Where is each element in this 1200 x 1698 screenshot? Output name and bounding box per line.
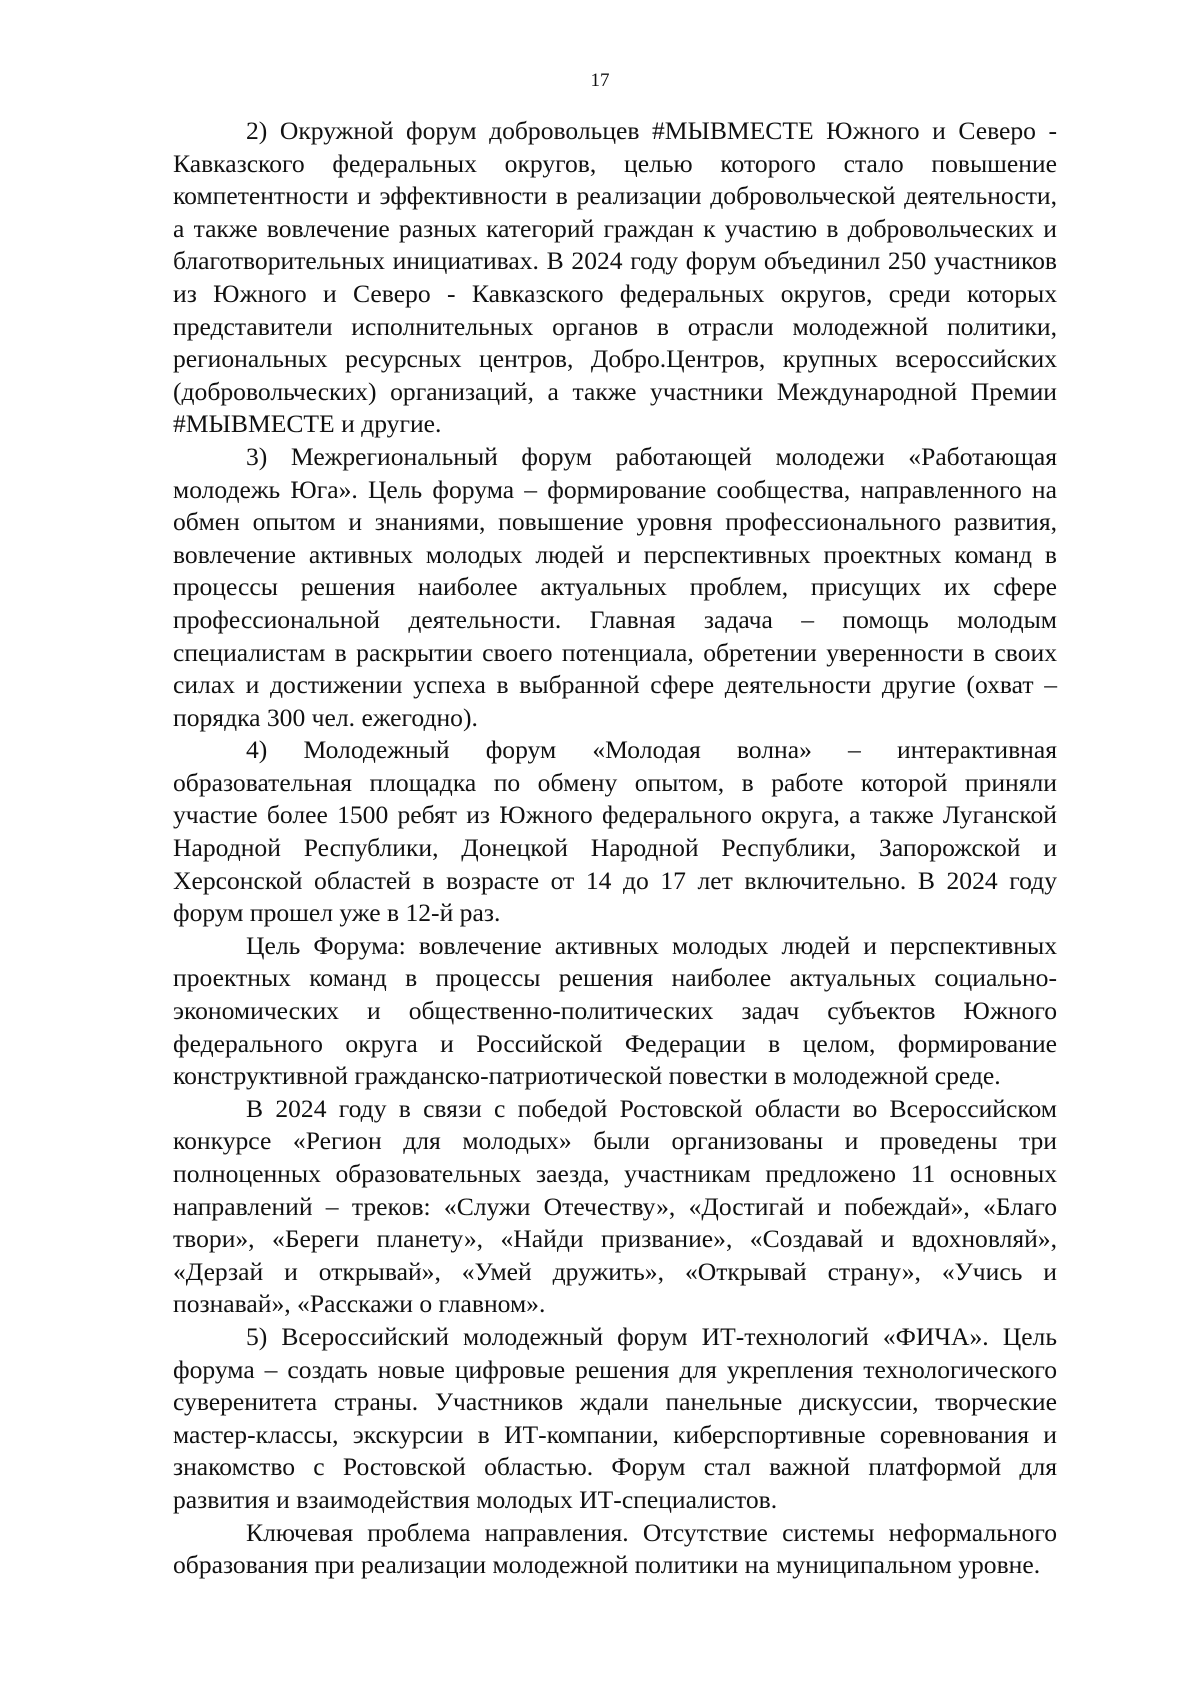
paragraph-forum-goal: Цель Форума: вовлечение активных молодых людей и перспективных проектных команд в процессы решения наиболее актуальных социально-экономических и общественно-политических задач субъектов Южного федерального округа и Российской Федерации в целом, формирование конструктивной гражданско-патриотической повестки в молодежной среде. [173, 930, 1057, 1091]
paragraph-forum-young-wave: 4) Молодежный форум «Молодая волна» – интерактивная образовательная площадка по обмену опытом, в работе которой приняли участие более 1500 ребят из Южного федерального округа, а также Луганской Народной Республики, Донецкой Народной Республики, Запорожской и Херсонской областей в возрасте от 14 до 17 лет включительно. В 2024 году форум прошел уже в 12-й раз. [173, 735, 1057, 928]
page-number: 17 [590, 70, 610, 91]
paragraph-forum-working-youth: 3) Межрегиональный форум работающей молодежи «Работающая молодежь Юга». Цель форума – формирование сообщества, направленного на обмен опытом и знаниями, повышение уровня профессионального развития, вовлечение активных молодых людей и перспективных проектных команд в процессы решения наиболее актуальных проблем, присущих их сфере профессиональной деятельности. Главная задача – помощь молодым специалистам в раскрытии своего потенциала, обретении уверенности в своих силах и достижении успеха в выбранной сфере деятельности другие (охват – порядка 300 чел. ежегодно). [173, 441, 1057, 732]
paragraph-forum-mivmeste: 2) Окружной форум добровольцев #МЫВМЕСТЕ Южного и Северо - Кавказского федеральных округов, целью которого стало повышение компетентности и эффективности в реализации добровольческой деятельности, а также вовлечение разных категорий граждан к участию в добровольческих и благотворительных инициативах. В 2024 году форум объединил 250 участников из Южного и Северо - Кавказского федеральных округов, среди которых представители исполнительных органов в отрасли молодежной политики, региональных ресурсных центров, Добро.Центров, крупных всероссийских (добровольческих) организаций, а также участники Международной Премии #МЫВМЕСТЕ и другие. [173, 116, 1057, 439]
paragraph-forum-ficha: 5) Всероссийский молодежный форум ИТ-технологий «ФИЧА». Цель форума – создать новые цифровые решения для укрепления технологического суверенитета страны. Участников ждали панельные дискуссии, творческие мастер-классы, экскурсии в ИТ-компании, киберспортивные соревнования и знакомство с Ростовской областью. Форум стал важной платформой для развития и взаимодействия молодых ИТ-специалистов. [173, 1321, 1057, 1514]
paragraph-key-problem: Ключевая проблема направления. Отсутствие системы неформального образования при реализации молодежной политики на муниципальном уровне. [173, 1517, 1057, 1580]
paragraph-region-for-young: В 2024 году в связи с победой Ростовской области во Всероссийском конкурсе «Регион для молодых» были организованы и проведены три полноценных образовательных заезда, участникам предложено 11 основных направлений – треков: «Служи Отечеству», «Достигай и побеждай», «Благо твори», «Береги планету», «Найди призвание», «Создавай и вдохновляй», «Дерзай и открывай», «Умей дружить», «Открывай страну», «Учись и познавай», «Расскажи о главном». [173, 1093, 1057, 1319]
document-body [173, 115, 1057, 1582]
